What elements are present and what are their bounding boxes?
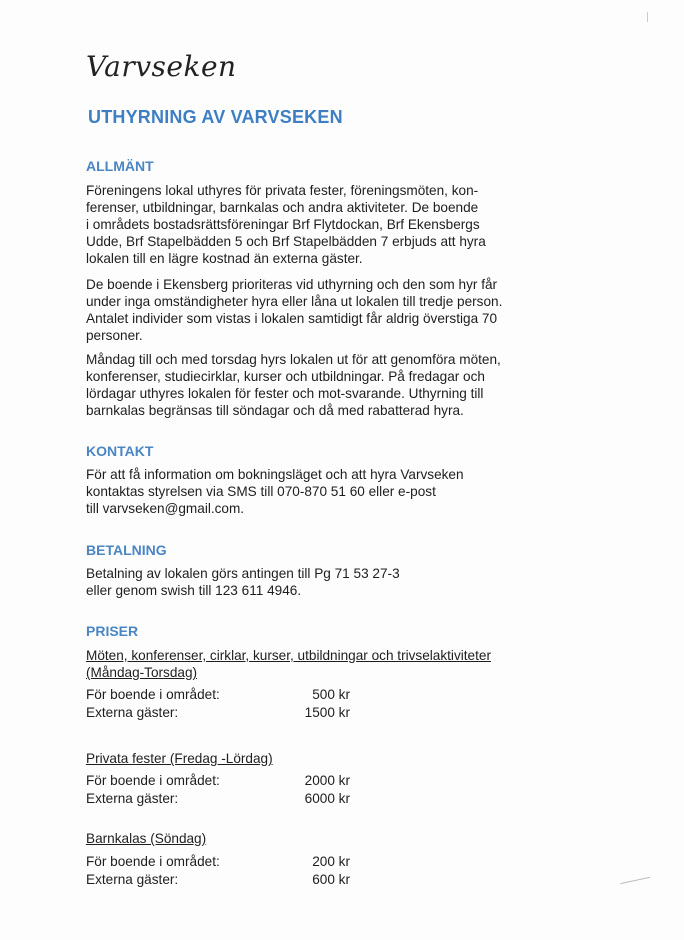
logo: Varvseken: [86, 50, 237, 83]
page-title: UTHYRNING AV VARVSEKEN: [88, 107, 343, 127]
price-group-title-line: Möten, konferenser, cirklar, kurser, utbildningar och trivselaktiviteter: [86, 648, 491, 663]
price-label: Externa gäster:: [86, 872, 179, 887]
section-heading-priser: PRISER: [86, 623, 139, 639]
text-line: Måndag till och med torsdag hyrs lokalen ut för att genomföra möten,: [86, 352, 501, 367]
scan-mark: [647, 12, 648, 22]
text-line: lördagar uthyres lokalen för fester och mot-svarande. Uthyrning till: [86, 386, 484, 401]
text-line: ferenser, utbildningar, barnkalas och andra aktiviteter. De boende: [86, 200, 479, 215]
text-line: till varvseken@gmail.com.: [86, 501, 245, 516]
price-value: 600 kr: [312, 872, 350, 887]
price-group-title-line: Barnkalas (Söndag): [86, 831, 207, 846]
betalning-paragraph: [86, 565, 566, 599]
text-line: barnkalas begränsas till söndagar och då med rabatterad hyra.: [86, 403, 464, 418]
price-label: För boende i området:: [86, 773, 220, 788]
kontakt-paragraph: [86, 466, 566, 517]
text-line: personer.: [86, 328, 143, 343]
price-label: För boende i området:: [86, 854, 220, 869]
price-group-title-line: (Måndag-Torsdag): [86, 665, 198, 680]
text-line: De boende i Ekensberg prioriteras vid uthyrning och den som hyr får: [86, 277, 498, 292]
text-line: under inga omständigheter hyra eller låna ut lokalen till tredje person.: [86, 294, 503, 309]
section-heading-kontakt: KONTAKT: [86, 443, 154, 459]
price-value: 200 kr: [312, 854, 350, 869]
text-line: För att få information om bokningsläget och att hyra Varvseken: [86, 467, 464, 482]
text-line: eller genom swish till 123 611 4946.: [86, 583, 302, 598]
text-line: i områdets bostadsrättsföreningar Brf Flytdockan, Brf Ekensbergs: [86, 217, 480, 232]
allmant-paragraph-2: [86, 276, 566, 344]
price-group-title: [86, 647, 566, 681]
text-line: Antalet individer som vistas i lokalen samtidigt får aldrig överstiga 70: [86, 311, 498, 326]
text-line: Föreningens lokal uthyres för privata fester, föreningsmöten, kon-: [86, 183, 479, 198]
price-value: 6000 kr: [304, 791, 350, 806]
price-value: 500 kr: [312, 687, 350, 702]
section-heading-betalning: BETALNING: [86, 542, 167, 558]
price-group-title: [86, 830, 566, 847]
price-label: Externa gäster:: [86, 791, 179, 806]
section-heading-allmant: ALLMÄNT: [86, 158, 154, 174]
allmant-paragraph-1: [86, 182, 566, 267]
scan-mark: [620, 877, 650, 884]
price-label: För boende i området:: [86, 687, 220, 702]
text-line: lokalen till en lägre kostnad än externa gäster.: [86, 251, 363, 266]
price-label: Externa gäster:: [86, 705, 179, 720]
allmant-paragraph-3: [86, 351, 566, 419]
text-line: Udde, Brf Stapelbädden 5 och Brf Stapelbädden 7 erbjuds att hyra: [86, 234, 486, 249]
price-group-title-line: Privata fester (Fredag -Lördag): [86, 751, 273, 766]
price-value: 1500 kr: [304, 705, 350, 720]
price-value: 2000 kr: [304, 773, 350, 788]
price-group-title: [86, 750, 566, 767]
text-line: konferenser, studiecirklar, kurser och utbildningar. På fredagar och: [86, 369, 485, 384]
text-line: Betalning av lokalen görs antingen till Pg 71 53 27-3: [86, 566, 400, 581]
text-line: kontaktas styrelsen via SMS till 070-870 51 60 eller e-post: [86, 484, 436, 499]
